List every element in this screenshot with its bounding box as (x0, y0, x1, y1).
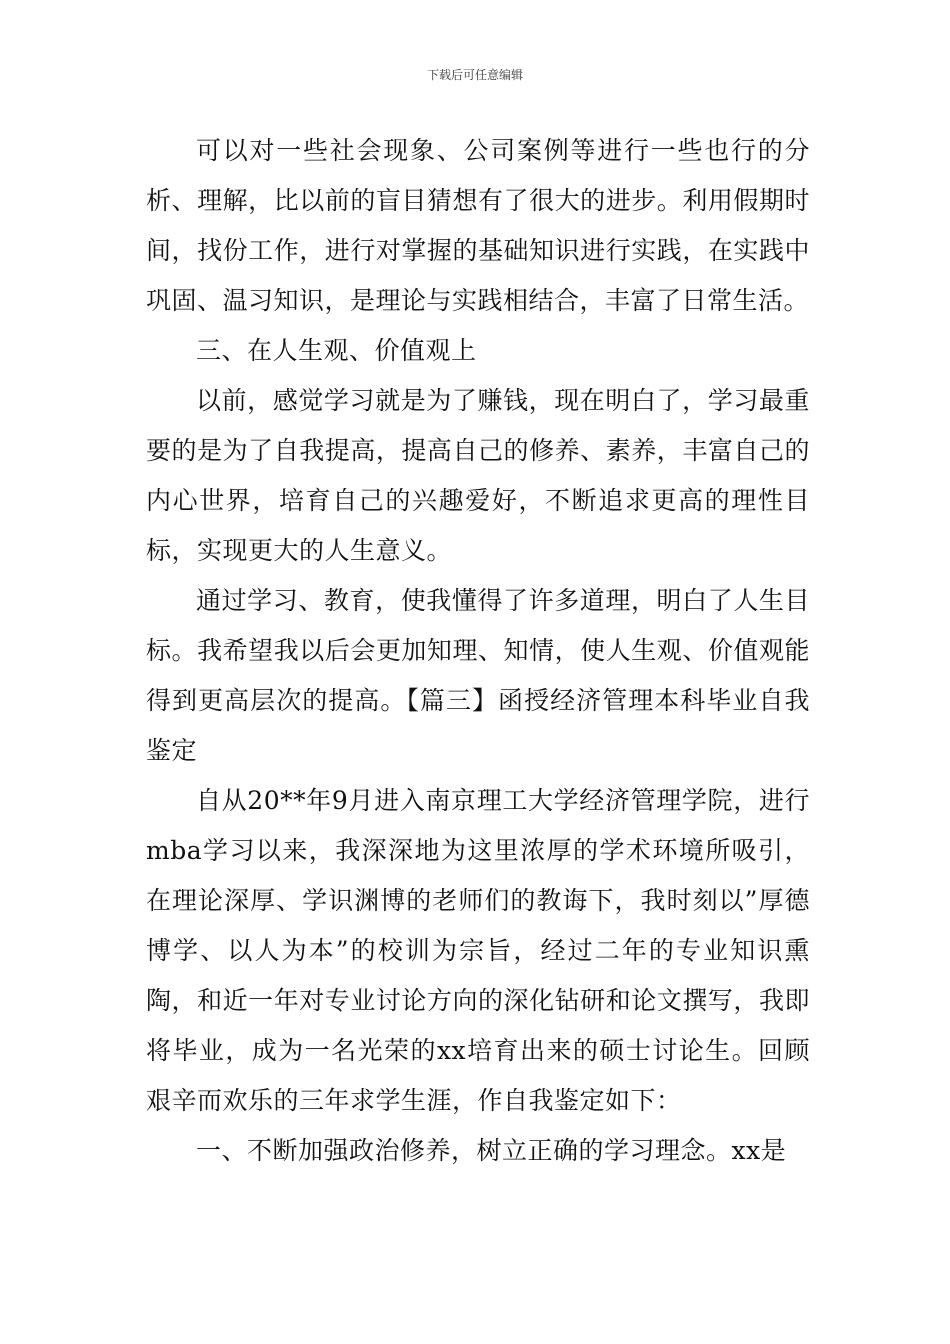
paragraph-life-goals: 通过学习、教育，使我懂得了许多道理，明白了人生目标。我希望我以后会更加知理、知情，使人生观、价值观能得到更高层次的提高。【篇三】函授经济管理本科毕业自我鉴定 (146, 586, 810, 765)
paragraph-study-purpose: 以前，感觉学习就是为了赚钱，现在明白了，学习最重要的是为了自我提高，提高自己的修养、素养，丰富自己的内心世界，培育自己的兴趣爱好，不断追求更高的理性目标，实现更大的人生意义。 (146, 386, 810, 565)
document-body (146, 126, 810, 1176)
section-heading-life-values: 三、在人生观、价值观上 (196, 336, 477, 365)
paragraph-political-cultivation: 一、不断加强政治修养，树立正确的学习理念。xx是 (196, 1136, 787, 1165)
paragraph-practice: 可以对一些社会现象、公司案例等进行一些也行的分析、理解，比以前的盲目猜想有了很大的进步。利用假期时间，找份工作，进行对掌握的基础知识进行实践，在实践中巩固、温习知识，是理论与实践相结合，丰富了日常生活。 (146, 136, 810, 315)
paragraph-mba-study: 自从20**年9月进入南京理工大学经济管理学院，进行mba学习以来，我深深地为这里浓厚的学术环境所吸引，在理论深厚、学识渊博的老师们的教诲下，我时刻以”厚德博学、以人为本”的校训为宗旨，经过二年的专业知识熏陶，和近一年对专业讨论方向的深化钻研和论文撰写，我即将毕业，成为一名光荣的xx培育出来的硕士讨论生。回顾艰辛而欢乐的三年求学生涯，作自我鉴定如下： (146, 786, 810, 1115)
page-header: 下载后可任意编辑 (426, 68, 523, 82)
